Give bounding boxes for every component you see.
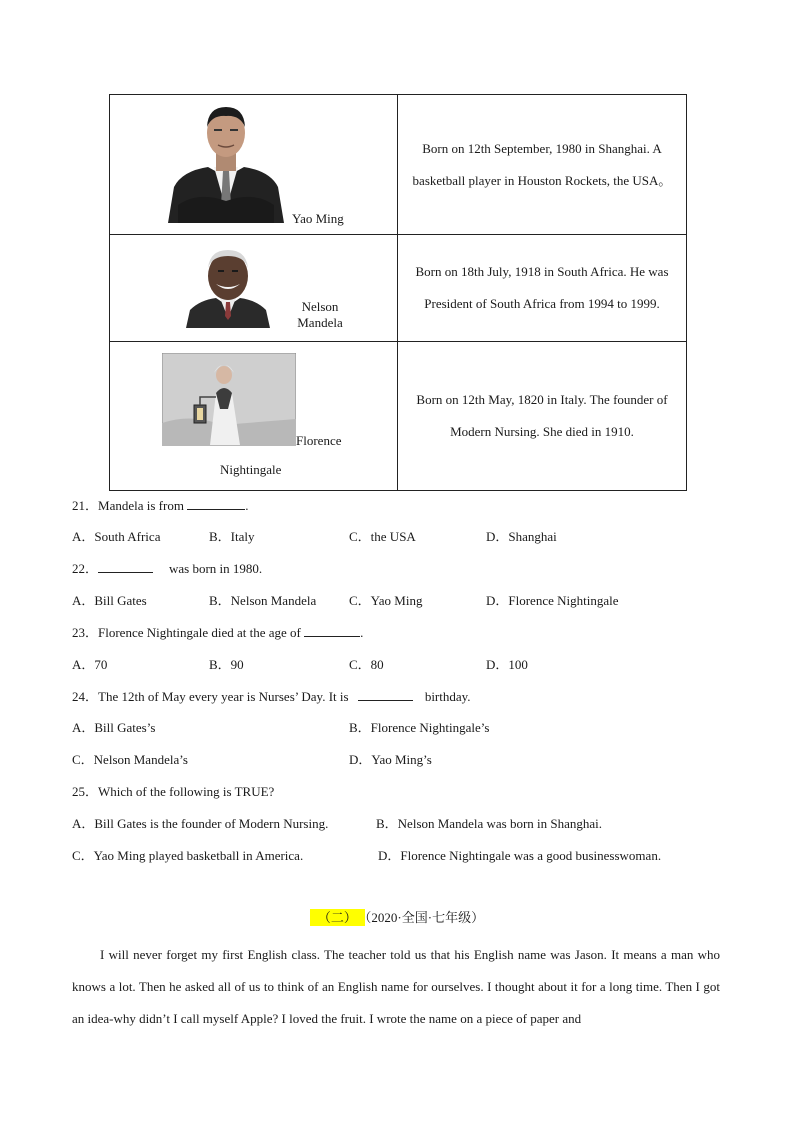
person-description: Born on 12th September, 1980 in Shanghai. A basketball player in Houston Rockets, the USA。	[412, 140, 672, 188]
option-d: D．Shanghai	[486, 529, 557, 544]
option-b: B．Nelson Mandela	[209, 593, 317, 608]
option-c: C．Nelson Mandela’s	[72, 752, 188, 767]
person-description: Born on 18th July, 1918 in South Africa. He was President of South Africa from 1994 to 1999.	[415, 264, 669, 311]
person-name-line-2: Nightingale	[220, 462, 282, 477]
person-name-line-1: Florence	[296, 433, 342, 448]
question-stem: 22． was born in 1980.	[72, 561, 263, 576]
person-description: Born on 12th May, 1820 in Italy. The founder of Modern Nursing. She died in 1910.	[416, 392, 668, 439]
person-name: Nelson Mandela	[297, 299, 343, 330]
option-c: C．80	[349, 657, 384, 672]
table-row	[110, 235, 687, 342]
description-cell	[398, 342, 687, 491]
people-info-table	[109, 94, 687, 491]
option-b: B．90	[209, 657, 244, 672]
question-stem: 21．Mandela is from .	[72, 498, 249, 513]
option-a: A．Bill Gates is the founder of Modern Nursing.	[72, 816, 329, 831]
person-name: Yao Ming	[292, 211, 344, 226]
option-a: A．South Africa	[72, 529, 161, 544]
section-source: （2020·全国·七年级）	[364, 910, 485, 925]
florence-nightingale-photo	[162, 353, 296, 446]
passage-paragraph: I will never forget my first English class. The teacher told us that his English name was Jason. It means a man who knows a lot. Then he asked all of us to think of an English name for ourselves. I thought about it for a long time. Then I got an idea-why didn’t I call myself Apple? I loved the fruit. I wrote the name on a piece of paper and	[72, 947, 720, 1026]
option-d: D．Florence Nightingale was a good businesswoman.	[378, 848, 662, 863]
section-heading	[0, 908, 794, 928]
option-b: B．Florence Nightingale’s	[349, 720, 490, 735]
option-d: D．Florence Nightingale	[486, 593, 619, 608]
reading-passage	[72, 939, 720, 1035]
table-row	[110, 95, 687, 235]
description-cell	[398, 95, 687, 235]
question-stem: 23．Florence Nightingale died at the age of .	[72, 625, 364, 640]
option-a: A．Bill Gates	[72, 593, 147, 608]
answer-blank	[304, 624, 360, 637]
answer-blank	[187, 497, 245, 510]
option-b: B．Italy	[209, 529, 255, 544]
picture-cell	[110, 235, 398, 342]
question-stem: 24．The 12th of May every year is Nurses’ Day. It is birthday.	[72, 689, 471, 704]
option-a: A．Bill Gates’s	[72, 720, 156, 735]
answer-blank	[358, 688, 413, 701]
answer-blank	[98, 560, 153, 573]
picture-cell	[110, 95, 398, 235]
picture-cell	[110, 342, 398, 491]
option-c: C．the USA	[349, 529, 416, 544]
yao-ming-photo	[168, 105, 284, 223]
option-d: D．100	[486, 657, 528, 672]
option-d: D．Yao Ming’s	[349, 752, 432, 767]
option-a: A．70	[72, 657, 108, 672]
table-row	[110, 342, 687, 491]
description-cell	[398, 235, 687, 342]
option-b: B．Nelson Mandela was born in Shanghai.	[376, 816, 603, 831]
question-stem: 25．Which of the following is TRUE?	[72, 784, 275, 799]
option-c: C．Yao Ming	[349, 593, 423, 608]
nelson-mandela-photo	[186, 248, 270, 328]
section-number: （二）	[310, 909, 365, 926]
option-c: C．Yao Ming played basketball in America.	[72, 848, 304, 863]
